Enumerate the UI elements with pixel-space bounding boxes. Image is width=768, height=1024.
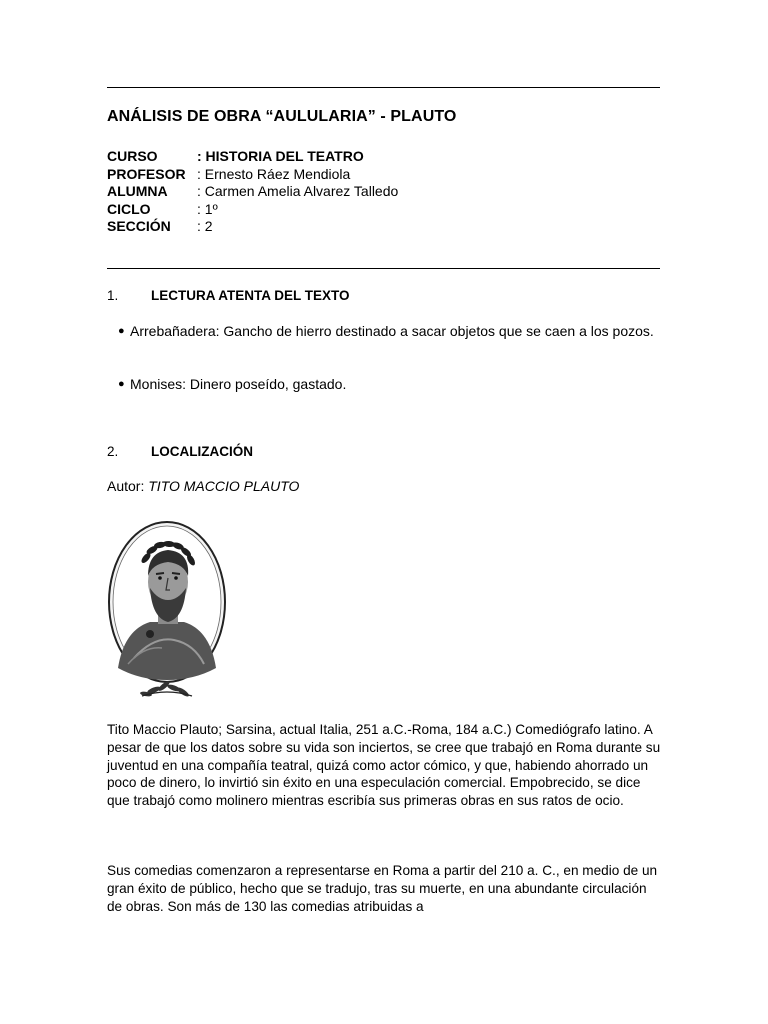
info-label: SECCIÓN	[107, 218, 171, 234]
info-row-seccion	[107, 218, 398, 236]
section-2-heading	[107, 444, 253, 459]
info-value: : Carmen Amelia Alvarez Talledo	[197, 183, 399, 199]
paragraph-biography: Tito Maccio Plauto; Sarsina, actual Italia, 251 a.C.-Roma, 184 a.C.) Comediógrafo latino. A pesar de que los datos sobre su vida son inciertos, se cree que trabajó en Roma durante su juventud en una compañía teatral, quizá como actor cómico, y que, habiendo ahorrado un poco de dinero, lo invirtió sin éxito en una especulación comercial. Empobrecido, se dice que trabajó como molinero mientras escribía sus primeras obras en sus ratos de ocio.	[107, 722, 661, 809]
bullet-item	[118, 375, 675, 394]
bullet-text: Arrebañadera: Gancho de hierro destinado a sacar objetos que se caen a los pozos.	[130, 323, 654, 339]
info-value: : 1º	[197, 200, 218, 217]
portrait-engraving-icon	[104, 518, 230, 704]
info-row-profesor	[107, 166, 398, 184]
section-title: LOCALIZACIÓN	[151, 444, 253, 459]
info-value: : HISTORIA DEL TEATRO	[197, 148, 364, 164]
bullet-text: Monises: Dinero poseído, gastado.	[130, 376, 347, 392]
document-title: ANÁLISIS DE OBRA “AULULARIA” - PLAUTO	[107, 108, 457, 125]
section-number: 2.	[107, 444, 119, 459]
info-row-alumna	[107, 183, 398, 201]
info-row-ciclo	[107, 201, 398, 219]
info-label: ALUMNA	[107, 183, 168, 199]
section-number: 1.	[107, 288, 119, 303]
info-label: CURSO	[107, 148, 158, 164]
top-divider	[107, 87, 660, 88]
bullet-item	[118, 322, 675, 341]
student-info-block	[107, 148, 398, 236]
author-name: TITO MACCIO PLAUTO	[148, 478, 300, 494]
paragraph-comedies: Sus comedias comenzaron a representarse en Roma a partir del 210 a. C., en medio de un gran éxito de público, hecho que se tradujo, tras su muerte, en una abundante circulación de obras. Son más de 130 las comedias atribuidas a	[107, 863, 658, 914]
info-value: : Ernesto Ráez Mendiola	[197, 165, 351, 182]
info-label: CICLO	[107, 200, 151, 217]
info-row-curso	[107, 148, 398, 166]
bullet-dot-icon: ●	[118, 378, 125, 390]
section-title: LECTURA ATENTA DEL TEXTO	[151, 288, 350, 303]
section-1-heading	[107, 288, 350, 303]
middle-divider	[107, 268, 660, 269]
info-value: : 2	[197, 218, 213, 234]
author-line	[107, 478, 299, 494]
bullet-dot-icon: ●	[118, 325, 125, 337]
author-label: Autor:	[107, 478, 145, 494]
info-label: PROFESOR	[107, 165, 186, 182]
